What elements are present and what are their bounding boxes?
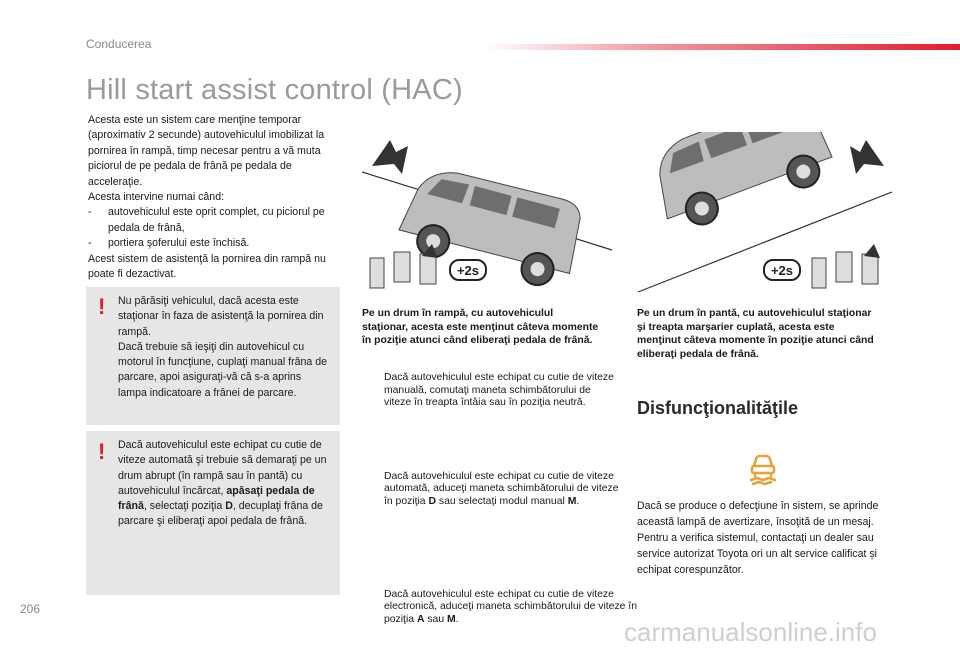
list-item: Dacă autovehiculul este echipat cu cutie de viteze automată, aduceţi maneta schimbătorului de viteze în poziţia D sau selectaţi modul manual M. <box>384 470 619 507</box>
timer-badge <box>764 260 800 280</box>
watermark: carmanualsonline.info <box>624 617 877 647</box>
hill-assist-warning-lamp-icon <box>746 452 780 486</box>
warning-text: Nu părăsiţi vehiculul, dacă acesta este staţionar în faza de asistenţă la pornirea din rampă. Dacă trebuie să ieşiţi din autovehicul cu motorul în funcţiune, cuplaţi manual frâna de parcare, apoi asiguraţi-vă că s-a aprins lampa indicatoare a frânei de parcare. <box>118 295 328 399</box>
warning-text: Dacă autovehiculul este echipat cu cutie de viteze automată şi trebuie să demaraţi pe un drum abrupt (în rampă sau în pantă) cu autovehiculul încărcat, apăsaţi pedala de frână, selectaţi poziţia D, decuplaţi frâna de parcare şi eliberaţi apoi pedala de frână. <box>118 439 327 528</box>
van-shape <box>643 132 839 236</box>
accent-bar <box>486 44 960 50</box>
pedals-icon <box>370 244 438 288</box>
warning-icon: ! <box>98 294 106 319</box>
up-arrow-icon <box>372 140 408 174</box>
uphill-van-illustration <box>362 132 616 298</box>
condition-item: - autovehiculul este oprit complet, cu piciorul pe pedala de frână, <box>88 206 325 234</box>
intro-note: Acest sistem de asistenţă la pornirea din rampă nu poate fi dezactivat. <box>88 252 326 281</box>
section-label: Conducerea <box>86 37 152 51</box>
intro-paragraph: Acesta este un sistem care menţine temporar (aproximativ 2 secunde) autovehiculul imobilizat la pornirea în rampă, timp necesar pentru a vă muta piciorul de pe pedala de frână pe pedala de acceleraţie. <box>88 114 325 188</box>
downhill-van-illustration <box>632 132 896 298</box>
uphill-caption: Pe un drum în rampă, cu autovehiculul staţionar, acesta este menţinut câteva momente în poziţie atunci când eliberaţi pedala de frână. <box>362 308 599 347</box>
pedals-icon <box>812 244 880 288</box>
intro-text <box>88 113 343 282</box>
page-number: 206 <box>20 602 41 616</box>
downhill-caption: Pe un drum în pantă, cu autovehiculul staţionar şi treapta marşarier cuplată, acesta este menţinut câteva momente în poziţie atunci când eliberaţi pedala de frână. <box>637 308 874 360</box>
svg-text:+2s: +2s <box>770 263 794 278</box>
warning-box <box>86 287 340 425</box>
timer-badge <box>450 260 486 280</box>
list-item: Dacă autovehiculul este echipat cu cutie de viteze electronică, aduceţi maneta schimbătorului de viteze în poziţia A sau M. <box>384 588 637 625</box>
condition-item: - portiera şoferului este închisă. <box>88 237 250 250</box>
warning-icon: ! <box>98 439 106 464</box>
malfunction-heading: Disfuncţionalităţile <box>637 398 799 418</box>
list-item: Dacă autovehiculul este echipat cu cutie de viteze manuală, comutaţi maneta schimbătorului de viteze în treapta întâia sau în poziţia neutră. <box>384 372 614 409</box>
svg-text:+2s: +2s <box>456 263 480 278</box>
malfunction-text: Dacă se produce o defecţiune în sistem, se aprinde această lampă de avertizare, însoţită de un mesaj. Pentru a verifica sistemul, contactaţi un dealer sau service autorizat Toyota ori un alt service calificat și echipat corespunzător. <box>637 500 879 576</box>
warning-box <box>86 431 340 595</box>
intro-condition-lead: Acesta intervine numai când: <box>88 191 225 204</box>
page-title: Hill start assist control (HAC) <box>86 74 463 106</box>
up-arrow-icon <box>850 140 884 174</box>
